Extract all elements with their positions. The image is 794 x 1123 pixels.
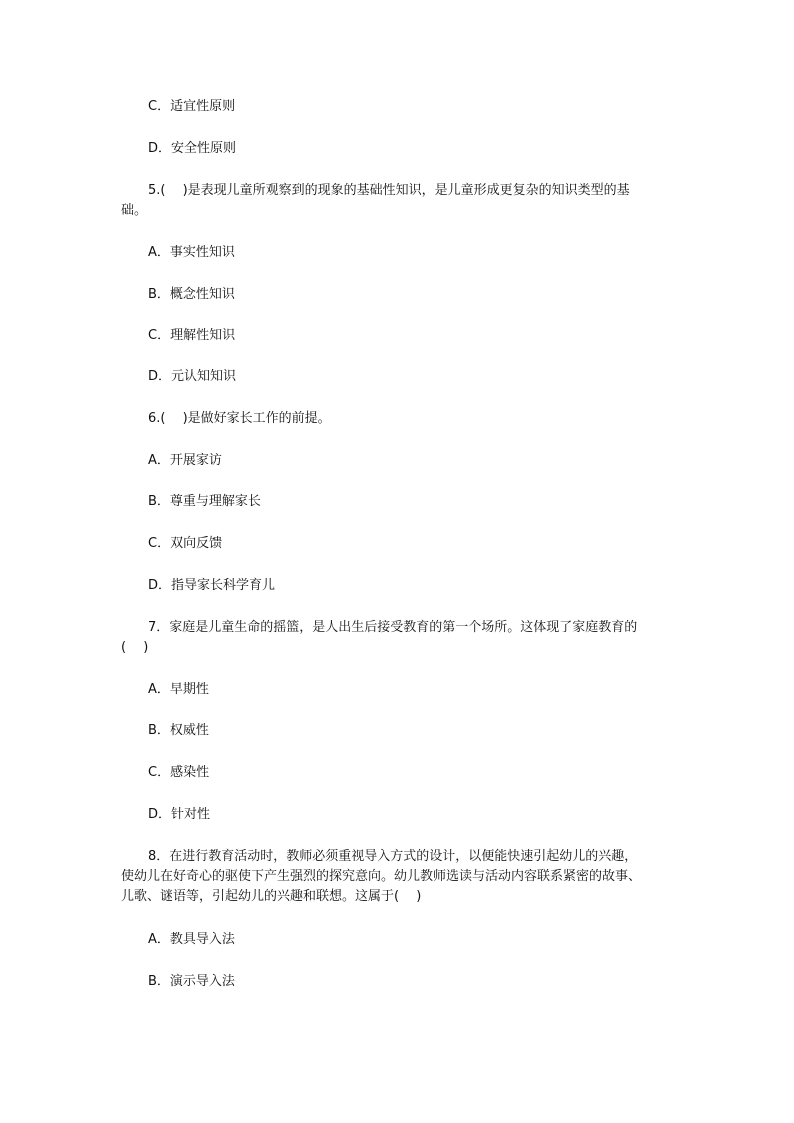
question-7 [121,618,680,658]
question-8 [121,847,680,907]
question-8-line-3: 儿歌、谜语等，引起幼儿的兴趣和联想。这属于( ) [121,889,422,904]
option-a-q5: A．事实性知识 [148,245,235,260]
option-c-q7: C．感染性 [148,765,210,780]
question-7-line-1: 7．家庭是儿童生命的摇篮，是人出生后接受教育的第一个场所。这体现了家庭教育的 [148,620,638,635]
option-a-q6: A．开展家访 [148,453,222,468]
question-6 [148,409,680,429]
question-8-line-2: 使幼儿在好奇心的驱使下产生强烈的探究意向。幼儿教师选读与活动内容联系紧密的故事、 [121,869,642,884]
option-b-q7: B．权威性 [148,723,209,738]
option-c-q6: C．双向反馈 [148,536,223,551]
option-c-q5: C．理解性知识 [148,328,236,343]
question-5 [121,181,680,221]
question-5-line-1: 5.( )是表现儿童所观察到的现象的基础性知识，是儿童形成更复杂的知识类型的基 [148,183,630,198]
option-d-q7: D．针对性 [148,807,211,822]
option-d-q6: D．指导家长科学育儿 [148,578,276,593]
option-a-q8: A．教具导入法 [148,932,235,947]
question-5-line-2: 础。 [121,203,148,218]
option-d-q4: D．安全性原则 [148,141,237,156]
option-c-q4: C．适宜性原则 [148,99,236,114]
question-7-line-2: ( ) [121,640,149,655]
option-b-q8: B．演示导入法 [148,974,235,989]
option-b-q6: B．尊重与理解家长 [148,494,261,509]
question-6-line-1: 6.( )是做好家长工作的前提。 [148,411,331,426]
question-8-line-1: 8．在进行教育活动时，教师必须重视导入方式的设计，以便能快速引起幼儿的兴趣， [148,849,638,864]
option-d-q5: D．元认知知识 [148,369,237,384]
option-b-q5: B．概念性知识 [148,287,235,302]
option-a-q7: A．早期性 [148,682,209,697]
